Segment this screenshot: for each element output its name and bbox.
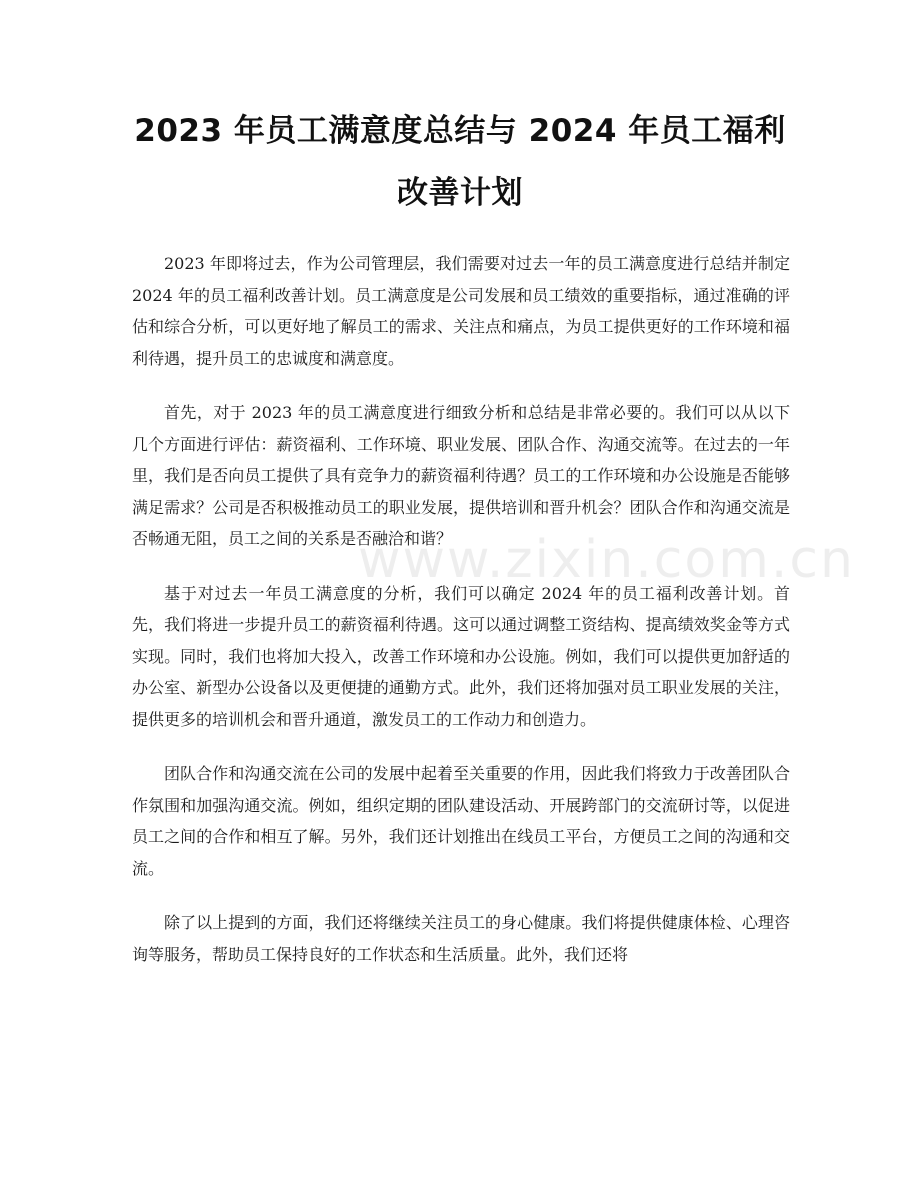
paragraph-4: 团队合作和沟通交流在公司的发展中起着至关重要的作用，因此我们将致力于改善团队合作氛围和加强沟通交流。例如，组织定期的团队建设活动、开展跨部门的交流研讨等，以促进员工之间的合作和相互了解。另外，我们还计划推出在线员工平台，方便员工之间的沟通和交流。 bbox=[132, 764, 790, 878]
document-body bbox=[132, 248, 790, 993]
document-title bbox=[100, 100, 820, 224]
paragraph-2: 首先，对于 2023 年的员工满意度进行细致分析和总结是非常必要的。我们可以从以下几个方面进行评估：薪资福利、工作环境、职业发展、团队合作、沟通交流等。在过去的一年里，我们是否向员工提供了具有竞争力的薪资福利待遇？员工的工作环境和办公设施是否能够满足需求？公司是否积极推动员工的职业发展，提供培训和晋升机会？团队合作和沟通交流是否畅通无阻，员工之间的关系是否融洽和谐？ bbox=[132, 403, 790, 548]
document-title-line-1: 2023 年员工满意度总结与 2024 年员工福利 bbox=[134, 113, 786, 149]
document-title-line-2: 改善计划 bbox=[397, 175, 523, 211]
paragraph-3: 基于对过去一年员工满意度的分析，我们可以确定 2024 年的员工福利改善计划。首先，我们将进一步提升员工的薪资福利待遇。这可以通过调整工资结构、提高绩效奖金等方式实现。同时，我们也将加大投入，改善工作环境和办公设施。例如，我们可以提供更加舒适的办公室、新型办公设备以及更便捷的通勤方式。此外，我们还将加强对员工职业发展的关注，提供更多的培训机会和晋升通道，激发员工的工作动力和创造力。 bbox=[132, 583, 790, 729]
paragraph-1: 2023 年即将过去，作为公司管理层，我们需要对过去一年的员工满意度进行总结并制定 2024 年的员工福利改善计划。员工满意度是公司发展和员工绩效的重要指标，通过准确的评估和综合分析，可以更好地了解员工的需求、关注点和痛点，为员工提供更好的工作环境和福利待遇，提升员工的忠诚度和满意度。 bbox=[132, 254, 790, 368]
paragraph-5: 除了以上提到的方面，我们还将继续关注员工的身心健康。我们将提供健康体检、心理咨询等服务，帮助员工保持良好的工作状态和生活质量。此外，我们还将 bbox=[132, 913, 790, 964]
watermark-text: www.zixin.com.cn bbox=[358, 530, 855, 590]
